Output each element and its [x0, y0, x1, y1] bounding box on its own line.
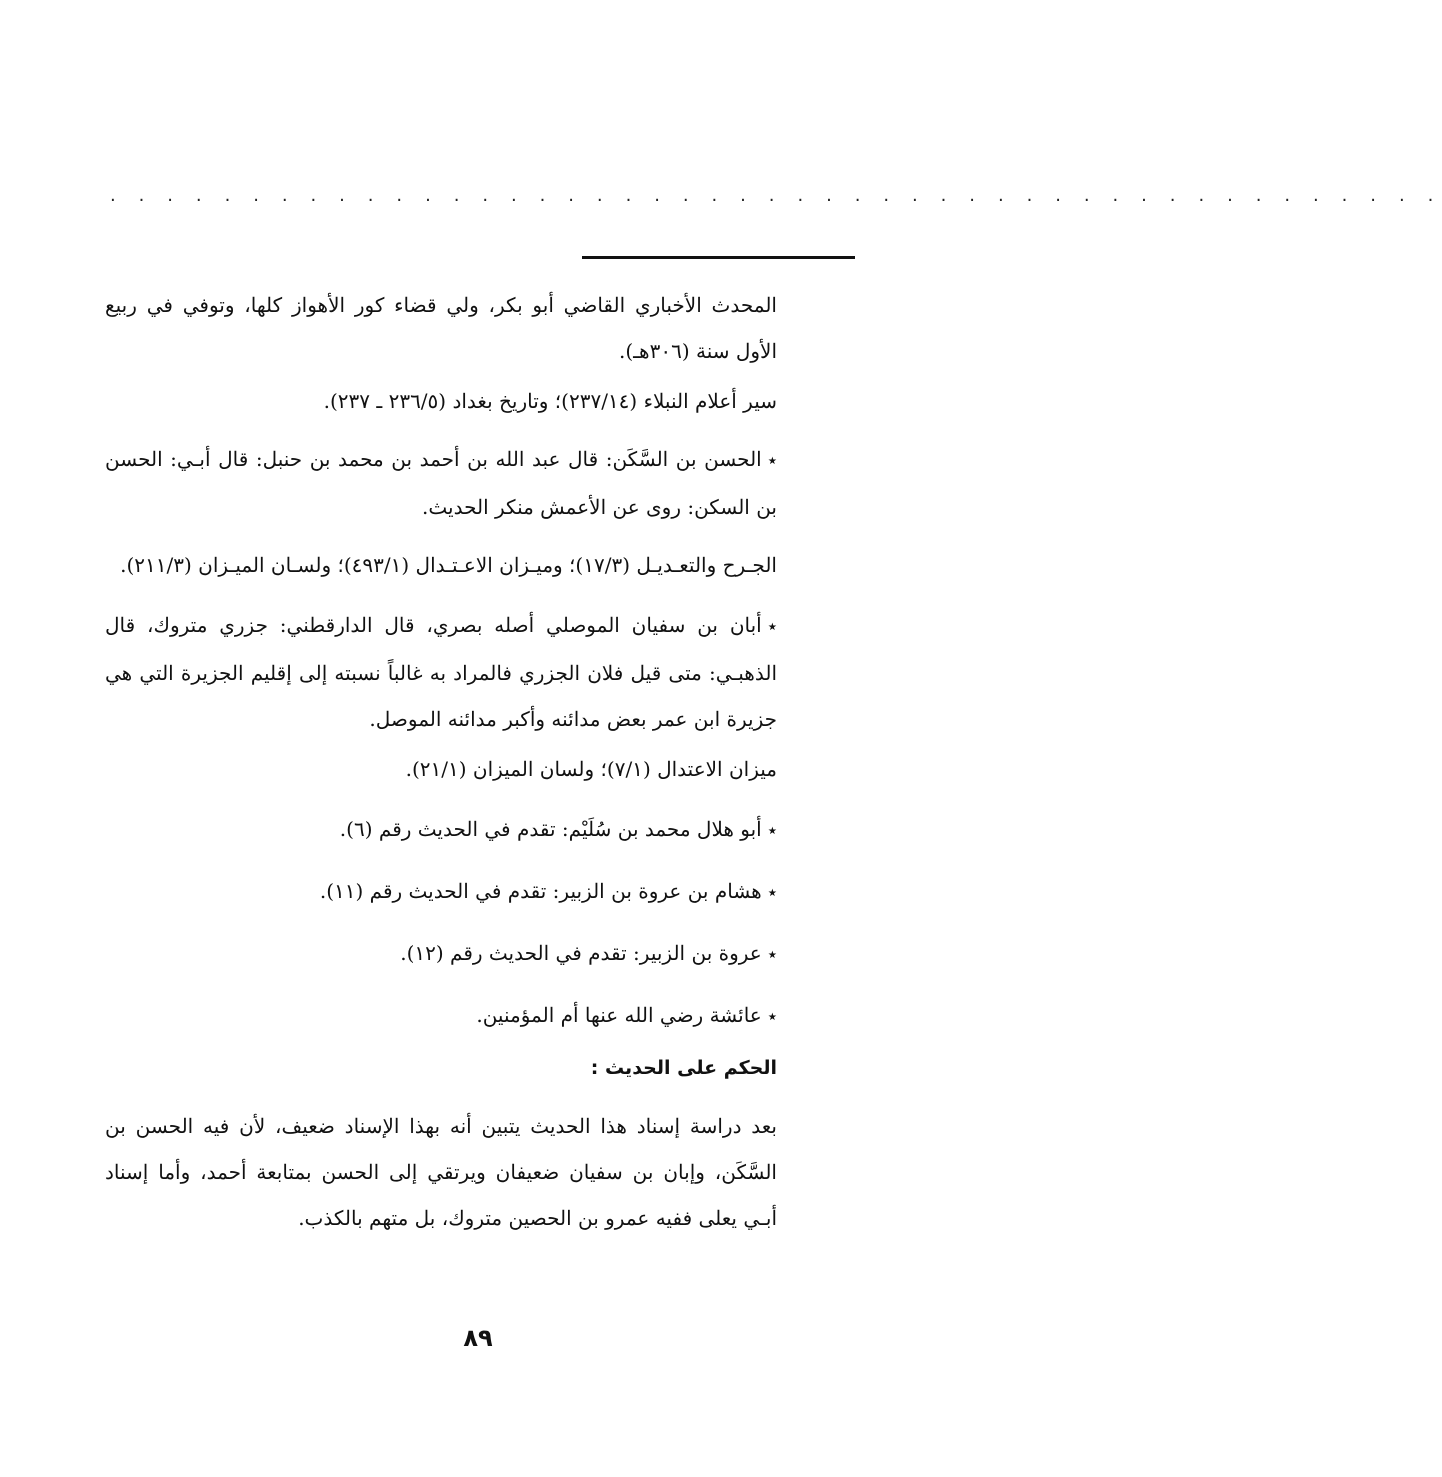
paragraph-text: أبان بن سفيان الموصلي أصله بصري، قال الدارقطني: جزري متروك، قال الذهبـي: متى قيل فلان الجزري فالمراد به غالباً نسبته إلى إقليم الجزيرة التي هي جزيرة ابن عمر بعض مدائنه وأكبر مدائنه الموصل.: [105, 613, 777, 731]
citation-line: [105, 542, 777, 588]
citation-line: [105, 746, 777, 792]
footnote-paragraph: [105, 282, 777, 374]
paragraph-text: بعد دراسة إسناد هذا الحديث يتبين أنه بهذا الإسناد ضعيف، لأن فيه الحسن بن السَّكَن، وإبان بن سفيان ضعيفان ويرتقي إلى الحسن بمتابعة أحمد، وأما إسناد أبـي يعلى ففيه عمرو بن الحصين متروك، بل متهم بالكذب.: [105, 1114, 777, 1230]
section-heading: [105, 1044, 777, 1091]
citation-line: [105, 378, 777, 424]
heading-text: الحكم على الحديث :: [590, 1057, 777, 1079]
narrator-entry: [105, 806, 777, 854]
paragraph-text: سير أعلام النبلاء (٢٣٧/١٤)؛ وتاريخ بغداد (٢٣٦/٥ ـ ٢٣٧).: [323, 389, 777, 413]
paragraph-text: هشام بن عروة بن الزبير: تقدم في الحديث رقم (١١).: [319, 879, 762, 903]
page-number: ٨٩: [463, 1324, 493, 1352]
footnote-rule: [582, 256, 855, 259]
paragraph-text: عائشة رضي الله عنها أم المؤمنين.: [476, 1003, 762, 1027]
bullet-star-icon: ٭: [767, 945, 777, 965]
bullet-star-icon: ٭: [767, 451, 777, 471]
paragraph-text: أبو هلال محمد بن سُلَيْم: تقدم في الحديث رقم (٦).: [339, 817, 762, 841]
bullet-star-icon: ٭: [767, 617, 777, 637]
ruling-paragraph: [105, 1103, 777, 1241]
paragraph-text: عروة بن الزبير: تقدم في الحديث رقم (١٢).: [400, 941, 762, 965]
bullet-star-icon: ٭: [767, 821, 777, 841]
paragraph-text: المحدث الأخباري القاضي أبو بكر، ولي قضاء كور الأهواز كلها، وتوفي في ربيع الأول سنة (٣٠٦هـ).: [105, 293, 777, 363]
bullet-star-icon: ٭: [767, 1007, 777, 1027]
paragraph-text: الجـرح والتعـديـل (١٧/٣)؛ وميـزان الاعـتـدال (٤٩٣/١)؛ ولسـان الميـزان (٢١١/٣).: [120, 553, 777, 577]
paragraph-text: الحسن بن السَّكَن: قال عبد الله بن أحمد بن محمد بن حنبل: قال أبـي: الحسن بن السكن: روى عن الأعمش منكر الحديث.: [105, 447, 777, 519]
narrator-entry: [105, 930, 777, 978]
narrator-entry: [105, 602, 777, 742]
footnotes-body: [105, 282, 777, 1241]
paragraph-text: ميزان الاعتدال (٧/١)؛ ولسان الميزان (٢١/١).: [405, 757, 777, 781]
narrator-entry: [105, 992, 777, 1040]
bullet-star-icon: ٭: [767, 883, 777, 903]
narrator-entry: [105, 868, 777, 916]
footnote-separator-dots: . . . . . . . . . . . . . . . . . . . . . . . . . . . . . . . . . . . . . . . . . . . . . . .: [110, 185, 1442, 206]
narrator-entry: [105, 436, 777, 530]
